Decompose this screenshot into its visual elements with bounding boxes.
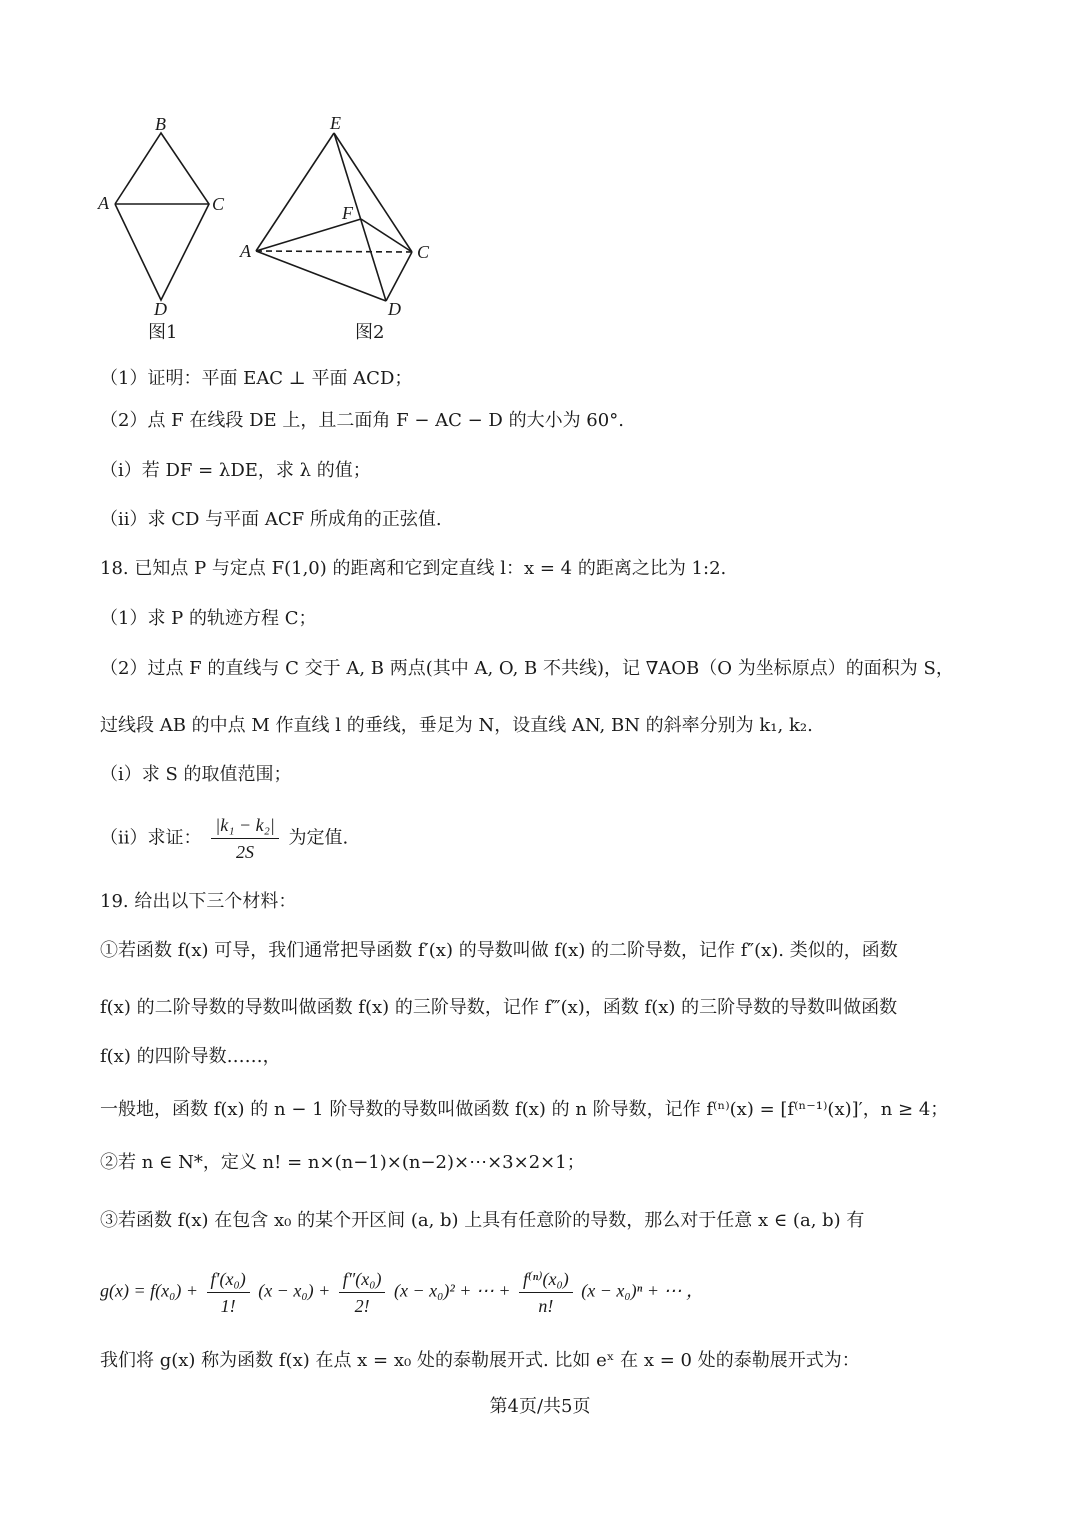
figures xyxy=(90,105,450,350)
q19-material1-general: 一般地，函数 f(x) 的 n − 1 阶导数的导数叫做函数 f(x) 的 n 阶导数，记作 f⁽ⁿ⁾(x) = [f⁽ⁿ⁻¹⁾(x)]′，n ≥ 4； xyxy=(100,1099,949,1120)
q19-stem: 19. 给出以下三个材料： xyxy=(100,891,297,912)
q18-part1: （1）求 P 的轨迹方程 C； xyxy=(100,608,317,629)
taylor-formula xyxy=(100,1266,704,1319)
q18-part2: （2）过点 F 的直线与 C 交于 A, B 两点(其中 A, O, B 不共线)，记 ∇AOB（O 为坐标原点）的面积为 S， xyxy=(100,658,954,679)
q18-ii-denominator: 2S xyxy=(236,842,255,862)
q19-material2: ②若 n ∈ N*，定义 n! = n×(n−1)×(n−2)×⋯×3×2×1； xyxy=(100,1152,585,1173)
geometry-figures xyxy=(90,105,450,350)
fig2-label-e: E xyxy=(330,113,341,133)
q18-part2-cont: 过线段 AB 的中点 M 作直线 l 的垂线，垂足为 N，设直线 AN, BN 的斜率分别为 k₁, k₂. xyxy=(100,715,813,736)
taylor-termn-num: f⁽ⁿ⁾(x₀) xyxy=(519,1266,573,1293)
taylor-term1-tail: (x − x₀) + xyxy=(258,1280,331,1301)
taylor-lhs: g(x) = f(x₀) + xyxy=(100,1280,199,1301)
taylor-term2-tail: (x − x₀)² + ⋯ + xyxy=(393,1280,511,1301)
q17-part2: （2）点 F 在线段 DE 上，且二面角 F − AC − D 的大小为 60°. xyxy=(100,410,624,431)
fig2-label-d: D xyxy=(388,299,401,319)
q17-part1: （1）证明：平面 EAC ⊥ 平面 ACD； xyxy=(100,368,413,389)
q17-part2-i: （i）若 DF = λDE，求 λ 的值； xyxy=(100,460,371,481)
figure-2 xyxy=(256,133,412,301)
fig2-label-c: C xyxy=(417,242,430,262)
taylor-definition: 我们将 g(x) 称为函数 f(x) 在点 x = x₀ 处的泰勒展开式. 比如 eˣ 在 x = 0 处的泰勒展开式为： xyxy=(100,1350,860,1371)
q19-material1-cont2: f(x) 的四阶导数……， xyxy=(100,1046,281,1067)
fig1-caption: 图1 xyxy=(148,322,178,343)
taylor-term1-den: 1! xyxy=(220,1296,236,1316)
q18-part2-ii xyxy=(100,812,348,865)
q19-material1: ①若函数 f(x) 可导，我们通常把导函数 f′(x) 的导数叫做 f(x) 的二阶导数，记作 f″(x). 类似的，函数 xyxy=(100,940,898,961)
q19-material1-cont1: f(x) 的二阶导数的导数叫做函数 f(x) 的三阶导数，记作 f‴(x)，函数 f(x) 的三阶导数的导数叫做函数 xyxy=(100,997,898,1018)
taylor-term2-fraction xyxy=(339,1266,386,1319)
fig2-caption: 图2 xyxy=(355,322,385,343)
taylor-term2-num: f″(x₀) xyxy=(339,1266,386,1293)
q18-ii-numerator: |k₁ − k₂| xyxy=(211,812,279,839)
fig1-label-b: B xyxy=(155,114,166,134)
page-footer: 第4页/共5页 xyxy=(489,1396,591,1417)
q18-ii-suffix: 为定值. xyxy=(288,827,349,849)
q17-part2-ii: （ii）求 CD 与平面 ACF 所成角的正弦值. xyxy=(100,509,442,530)
fig1-label-c: C xyxy=(212,194,225,214)
taylor-term1-fraction xyxy=(207,1266,250,1319)
fig1-label-a: A xyxy=(98,193,109,213)
taylor-termn-tail: (x − x₀)ⁿ + ⋯ ， xyxy=(581,1280,704,1301)
taylor-termn-fraction xyxy=(519,1266,573,1319)
q18-ii-prefix: （ii）求证： xyxy=(100,827,202,849)
fig1-label-d: D xyxy=(154,299,167,319)
fig2-label-f: F xyxy=(342,203,353,223)
figure-1 xyxy=(115,133,209,300)
q19-material3: ③若函数 f(x) 在包含 x₀ 的某个开区间 (a, b) 上具有任意阶的导数，那么对于任意 x ∈ (a, b) 有 xyxy=(100,1210,865,1231)
taylor-term1-num: f′(x₀) xyxy=(207,1266,250,1293)
taylor-termn-den: n! xyxy=(538,1296,554,1316)
q18-ii-fraction xyxy=(211,812,279,865)
fig2-label-a: A xyxy=(240,241,251,261)
taylor-term2-den: 2! xyxy=(354,1296,370,1316)
q18-part2-i: （i）求 S 的取值范围； xyxy=(100,764,292,785)
q18-stem: 18. 已知点 P 与定点 F(1,0) 的距离和它到定直线 l：x = 4 的距离之比为 1:2. xyxy=(100,558,727,579)
